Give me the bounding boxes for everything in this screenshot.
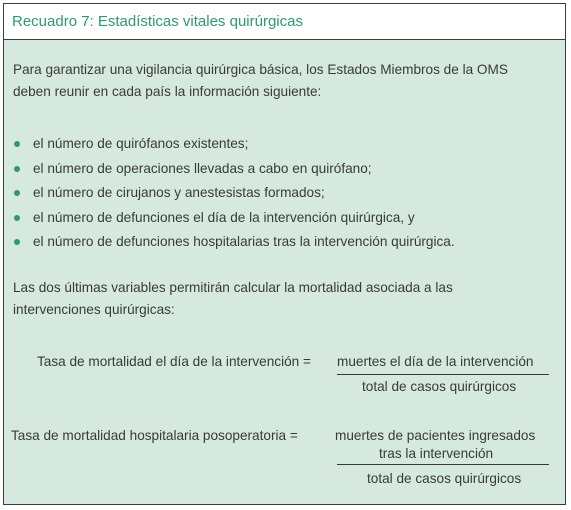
- list-item: [13, 157, 455, 182]
- bullet-icon: [14, 166, 20, 172]
- list-item-text: el número de defunciones hospitalarias tras la intervención quirúrgica.: [33, 234, 455, 250]
- list-item: [13, 230, 455, 255]
- bullet-icon: [14, 190, 20, 196]
- formula-2-numerator-line-1: muertes de pacientes ingresados: [335, 428, 536, 443]
- formula-2-denominator: total de casos quirúrgicos: [367, 471, 522, 486]
- formula-1-label: Tasa de mortalidad el día de la intervención =: [37, 354, 311, 369]
- bullet-icon: [14, 239, 20, 245]
- formula-1-numerator: muertes el día de la intervención: [337, 354, 534, 369]
- intro-paragraph: [13, 59, 508, 103]
- closing-line-2: intervenciones quirúrgicas:: [13, 302, 175, 317]
- vital-statistics-box: [3, 3, 566, 505]
- list-item: [13, 206, 455, 231]
- list-item: [13, 181, 455, 206]
- formula-2-fraction-bar: [337, 464, 549, 465]
- box-title: Recuadro 7: Estadísticas vitales quirúrgicas: [12, 13, 303, 30]
- list-item: [13, 132, 455, 157]
- intro-line-1: Para garantizar una vigilancia quirúrgica básica, los Estados Miembros de la OMS: [13, 62, 508, 77]
- list-item-text: el número de defunciones el día de la intervención quirúrgica, y: [33, 209, 415, 225]
- formula-2-label: Tasa de mortalidad hospitalaria posoperatoria =: [11, 428, 298, 443]
- list-item-text: el número de operaciones llevadas a cabo en quirófano;: [33, 160, 372, 176]
- bullet-icon: [14, 215, 20, 221]
- formula-2-numerator-line-2: tras la intervención: [379, 446, 494, 461]
- box-header: [4, 4, 565, 40]
- list-item-text: el número de cirujanos y anestesistas formados;: [33, 185, 325, 201]
- list-item-text: el número de quirófanos existentes;: [33, 136, 249, 151]
- closing-paragraph: [13, 277, 453, 321]
- bullet-list: [13, 132, 455, 255]
- formula-1-fraction-bar: [337, 374, 549, 375]
- formula-1-denominator: total de casos quirúrgicos: [362, 379, 517, 394]
- bullet-icon: [14, 141, 20, 147]
- intro-line-2: deben reunir en cada país la información siguiente:: [13, 84, 322, 99]
- closing-line-1: Las dos últimas variables permitirán calcular la mortalidad asociada a las: [13, 280, 453, 295]
